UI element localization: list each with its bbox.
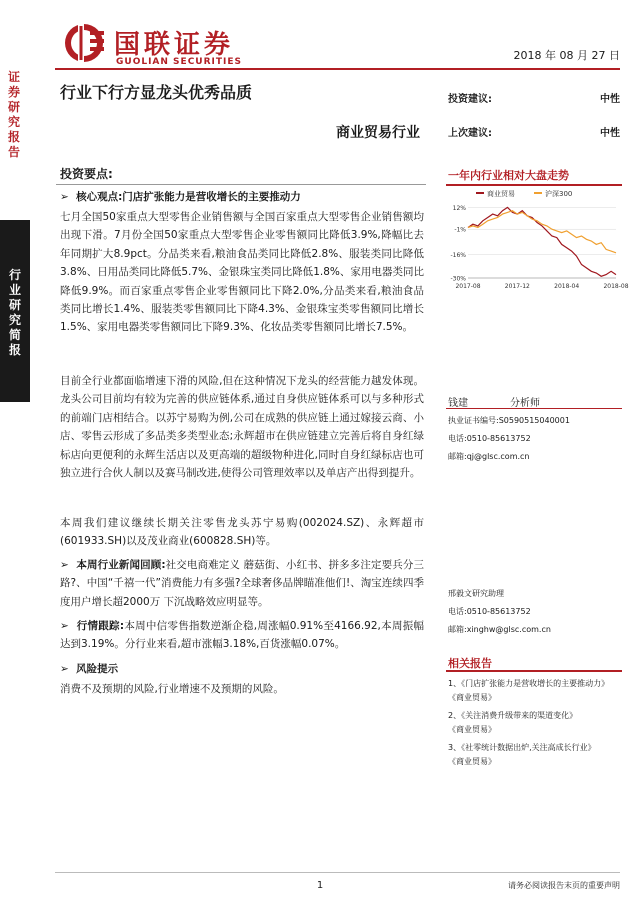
bullet-arrow-icon: ➢: [60, 191, 77, 203]
related-divider: [446, 670, 622, 672]
x-tick-label: 2018-04: [554, 283, 580, 290]
x-tick-label: 2018-08: [603, 283, 629, 290]
chart-title: 一年内行业相对大盘走势: [448, 169, 569, 182]
relative-performance-chart: [446, 188, 629, 292]
related-report-1-tag: 《商业贸易》: [448, 693, 496, 702]
side-tab-research-report: [0, 66, 28, 196]
bullet-market-tracking: [60, 617, 424, 654]
series-line-csi300: [468, 211, 616, 253]
bullet-risk: [60, 660, 424, 678]
logo-mark-icon: [62, 22, 108, 64]
prev-rating-value: 中性: [600, 128, 620, 139]
bullet-weekly-news: [60, 556, 424, 611]
footer-disclaimer: 请务必阅读报告末页的重要声明: [508, 881, 620, 890]
report-date: 2018 年 08 月 27 日: [513, 49, 620, 62]
related-report-2[interactable]: 2、《关注消费升级带来的渠道变化》: [448, 711, 578, 720]
analyst-divider: [446, 408, 622, 409]
bullet-heading: 本周行业新闻回顾:: [76, 559, 166, 571]
series-line-retail: [468, 207, 616, 276]
assistant-phone: 电话:0510-85613752: [448, 607, 531, 616]
legend-label: 商业贸易: [487, 190, 515, 198]
legend-label: 沪深300: [545, 190, 573, 198]
y-tick-label: -16%: [450, 251, 466, 259]
y-tick-label: -30%: [450, 275, 466, 283]
related-report-2-tag: 《商业贸易》: [448, 725, 496, 734]
section-divider: [56, 184, 426, 185]
analyst-email: 邮箱:qj@glsc.com.cn: [448, 452, 530, 461]
bullet-arrow-icon: ➢: [60, 663, 77, 675]
page-number: 1: [316, 880, 324, 891]
related-report-3[interactable]: 3、《社零统计数据出炉,关注高成长行业》: [448, 743, 596, 752]
analyst-name: 钱建: [448, 398, 468, 409]
bullet-text: 本周中信零售指数逆渐企稳,周涨幅0.91%至4166.92,本周振幅达到3.19%。分行业来看,超市涨幅3.18%,百货涨幅0.07%。: [60, 620, 425, 651]
rating-label: 投资建议:: [448, 94, 492, 105]
bullet-text: 社交电商难定义 蘑菇街、小红书、拼多多注定要兵分三路?、中国“千禧一代”消费能力有多强?全球奢侈品牌瞄准他们!、淘宝连续四季度用户增长超2000万 下沉战略效应明显等。: [60, 559, 425, 608]
bullet-arrow-icon: ➢: [60, 559, 77, 571]
bullet-heading: 行情跟踪:: [76, 620, 125, 632]
chart-title-divider: [446, 184, 622, 186]
y-tick-label: 12%: [452, 204, 466, 212]
related-report-1[interactable]: 1、《门店扩张能力是营收增长的主要推动力》: [448, 679, 610, 688]
x-tick-label: 2017-08: [455, 283, 481, 290]
brand-name: 国联证券: [114, 30, 235, 60]
related-report-3-tag: 《商业贸易》: [448, 757, 496, 766]
footer-divider: [55, 872, 620, 873]
paragraph-leader-analysis: 目前全行业都面临增速下滑的风险,但在这种情况下龙头的经营能力越发体现。龙头公司目前均有较为完善的供应链体系,通过自身供应链体系可以与多种形式的前端门店相结合。以苏宁易购为例,公司在成熟的供应链上通过嫁接云商、小店、零售云形成了多品类多类型业态;永辉超市在供应链建立完善后将自身红绿标店向更便利的永辉生活店以及更高端的超级物种进化,同时自身红绿标店也可独立进行合伙人制以及赛马制改进,使得公司管理效率以及单店产出得到提升。: [60, 375, 424, 480]
y-tick-label: -1%: [454, 226, 466, 234]
side-tab-label: 行业研究简报: [8, 268, 21, 357]
side-tab-industry-brief: [0, 220, 30, 402]
analyst-role: 分析师: [510, 398, 540, 409]
industry-name: 商业贸易行业: [336, 125, 420, 141]
bullet-heading: 风险提示: [76, 663, 119, 675]
analyst-cert: 执业证书编号:S0590515040001: [448, 416, 570, 425]
brand-name-en: GUOLIAN SECURITIES: [116, 57, 242, 67]
bullet-core-view: [60, 188, 424, 206]
assistant-role: 邢毅文研究助理: [448, 589, 504, 598]
section-heading: 投资要点:: [60, 167, 113, 181]
rating-value: 中性: [600, 94, 620, 105]
analyst-phone: 电话:0510-85613752: [448, 434, 531, 443]
paragraph-sales-data: 七月全国50家重点大型零售企业销售额与全国百家重点大型零售企业销售额均出现下滑。7月份全国50家重点大型零售企业零售额同比降低3.9%,降幅比去年同期扩大8.9pct。分品类来看,粮油食品类同比降低2.8%、服装类同比降低3.8%、日用品类同比降低5.7%、金银珠宝类同比降低1.8%、家用电器类同比降低9.9%。而百家重点零售企业零售额同比下降2.0%,分品类来看,粮油食品类同比增长1.4%、服装类零售额同比下降4.3%、金银珠宝类零售额同比增长1.5%、家用电器类零售额同比下降9.3%、化妆品类零售额同比增长7.5%。: [60, 211, 424, 334]
side-tab-label: 证券研究报告: [7, 70, 20, 159]
paragraph-risk: 消费不及预期的风险,行业增速不及预期的风险。: [60, 683, 284, 695]
related-reports-heading: 相关报告: [448, 657, 492, 670]
prev-rating-label: 上次建议:: [448, 128, 492, 139]
page-title: 行业下行方显龙头优秀品质: [60, 83, 253, 102]
bullet-arrow-icon: ➢: [60, 620, 77, 632]
assistant-email: 邮箱:xinghw@glsc.com.cn: [448, 625, 551, 634]
x-tick-label: 2017-12: [504, 283, 530, 290]
paragraph-recommendation: 本周我们建议继续长期关注零售龙头苏宁易购(002024.SZ)、永辉超市(601933.SH)以及茂业商业(600828.SH)等。: [60, 517, 424, 548]
bullet-heading: 核心观点:门店扩张能力是营收增长的主要推动力: [76, 191, 301, 203]
header-divider: [55, 68, 620, 70]
